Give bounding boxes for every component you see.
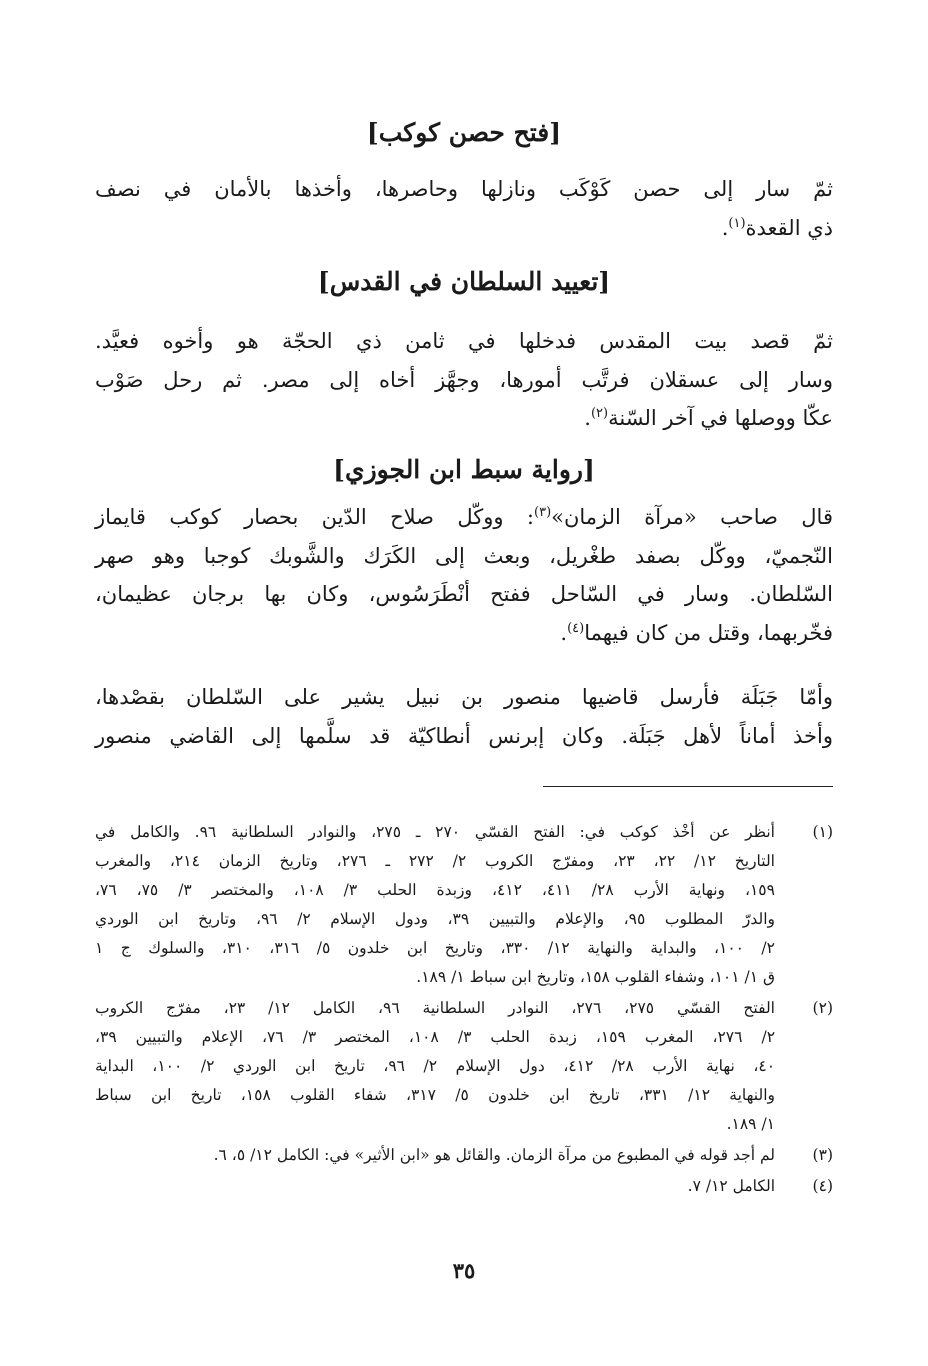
paragraph-text: . xyxy=(560,620,568,645)
footnote-line: ٤٠، نهاية الأرب ٢٨/ ٤١٢، دول الإسلام ٢/ ٩٦، تاريخ ابن الوردي ٢/ ١٠٠، البداية xyxy=(95,1057,776,1075)
section-heading-3: [رواية سبط ابن الجوزي] xyxy=(333,455,595,484)
paragraph-text: . xyxy=(584,406,591,430)
paragraph-text: : ووكّل صلاح الدّين بحصار كوكب قايماز xyxy=(95,505,534,529)
footnote-number: (٢) xyxy=(812,999,833,1017)
footnote-divider xyxy=(543,786,833,787)
footnote-line: والدرّ المطلوب ٩٥، والإعلام والتبيين ٣٩، ودول الإسلام ٢/ ٩٦، وتاريخ ابن الوردي xyxy=(95,910,775,928)
paragraph-3-line-1 xyxy=(95,498,833,537)
footnote-line: ٢/ ١٠٠، والبداية والنهاية ١٢/ ٣٣٠، وتاريخ ابن خلدون ٥/ ٣١٦، ٣١٠، والسلوك ج ١ xyxy=(95,939,775,957)
paragraph-3-line-3: السّلطان. وسار في السّاحل ففتح أنْطَرَسُوس، وكان بها برجان عظيمان، xyxy=(95,582,833,606)
footnote-number: (٣) xyxy=(812,1146,833,1164)
paragraph-3 xyxy=(95,498,833,652)
paragraph-2-line-2: وسار إلى عسقلان فرتَّب أمورها، وجهَّز أخاه إلى مصر. ثم رحل صَوْب xyxy=(95,367,833,392)
paragraph-1 xyxy=(95,170,833,247)
footnote-body xyxy=(95,1141,775,1170)
footnote-line: لم أجد قوله في المطبوع من مرآة الزمان. والقائل هو «ابن الأثير» في: الكامل ١٢/ ٥، ٦. xyxy=(213,1146,775,1164)
paragraph-text: فخّربهما، وقتل من كان فيهما xyxy=(584,620,833,645)
section-heading-1: [فتح حصن كوكب] xyxy=(366,118,562,147)
section-heading-2: [تعييد السلطان في القدس] xyxy=(317,267,611,296)
footnote-reference-4: (٤) xyxy=(567,620,585,636)
paragraph-3-line-4 xyxy=(95,614,833,653)
footnote-line: ١/ ١٨٩. xyxy=(726,1115,775,1133)
footnote-reference-1: (١) xyxy=(728,215,746,231)
paragraph-2-line-3 xyxy=(95,399,833,438)
footnotes xyxy=(95,818,833,1203)
paragraph-text: ذي القعدة xyxy=(745,215,833,240)
footnote-line: ق ١/ ١٠١، وشفاء القلوب ١٥٨، وتاريخ ابن سباط ١/ ١٨٩. xyxy=(416,968,775,986)
footnote-number: (١) xyxy=(812,823,833,841)
footnote-3 xyxy=(95,1141,833,1170)
paragraph-3-line-2: النّجميّ، ووكّل بصفد طغْريل، وبعث إلى الكَرَك والشَّوبك كوجبا وهو صهر xyxy=(95,543,833,568)
footnote-line: ١٥٩، ونهاية الأرب ٢٨/ ٤١١، ٤١٢، وزبدة الحلب ٣/ ١٠٨، والمختصر ٣/ ٧٥، ٧٦، xyxy=(95,881,775,899)
paragraph-1-line-2 xyxy=(95,209,833,248)
paragraph-1-line-1: ثمّ سار إلى حصن كَوْكَب ونازلها وحاصرها، وأخذها بالأمان في نصف xyxy=(95,177,833,201)
footnote-line: الفتح القسّي ٢٧٥، ٢٧٦، النوادر السلطانية ٩٦، الكامل ١٢/ ٢٣، مفرّج الكروب xyxy=(95,999,775,1017)
paragraph-text: قال صاحب «مرآة الزمان» xyxy=(551,505,833,529)
paragraph-text: عكّا ووصلها في آخر السّنة xyxy=(608,406,833,430)
paragraph-4-line-2: وأخذ أماناً لأهل جَبَلَة. وكان إبرنس أنطاكيّة قد سلَّمها إلى القاضي منصور xyxy=(95,723,833,748)
footnote-line: الكامل ١٢/ ٧. xyxy=(687,1177,775,1195)
paragraph-2-line-1: ثمّ قصد بيت المقدس فدخلها في ثامن ذي الحجّة هو وأخوه فعيَّد. xyxy=(95,329,833,353)
footnote-body xyxy=(95,1172,775,1201)
footnote-4 xyxy=(95,1172,833,1201)
footnote-1 xyxy=(95,818,833,992)
paragraph-4-line-1: وأمّا جَبَلَة فأرسل قاضيها منصور بن نبيل يشير على السّلطان بقصْدها، xyxy=(95,685,833,709)
paragraph-4 xyxy=(95,678,833,755)
paragraph-2 xyxy=(95,322,833,438)
paragraph-text: . xyxy=(721,215,729,240)
footnote-line: أنظر عن أخْذ كوكب في: الفتح القسّي ٢٧٠ ـ ٢٧٥، والنوادر السلطانية ٩٦. والكامل في xyxy=(95,823,775,841)
footnote-body xyxy=(95,994,775,1139)
footnote-reference-2: (٢) xyxy=(590,406,609,421)
footnote-2 xyxy=(95,994,833,1139)
footnote-line: التاريخ ١٢/ ٢٢، ٢٣، ومفرّج الكروب ٢/ ٢٧٢ ـ ٢٧٦، وتاريخ الزمان ٢١٤، والمغرب xyxy=(95,852,775,870)
footnote-line: ٢/ ٢٧٦، المغرب ١٥٩، زبدة الحلب ٣/ ١٠٨، المختصر ٣/ ٧٦، الإعلام والتبيين ٣٩، xyxy=(95,1028,776,1046)
footnote-line: والنهاية ١٢/ ٣٣١، تاريخ ابن خلدون ٥/ ٣١٧، شفاء القلوب ١٥٨، تاريخ ابن سباط xyxy=(95,1086,775,1104)
footnote-body xyxy=(95,818,775,992)
footnote-reference-3: (٣) xyxy=(534,505,552,520)
page-number: ٣٥ xyxy=(452,1258,476,1283)
footnote-number: (٤) xyxy=(812,1177,833,1195)
